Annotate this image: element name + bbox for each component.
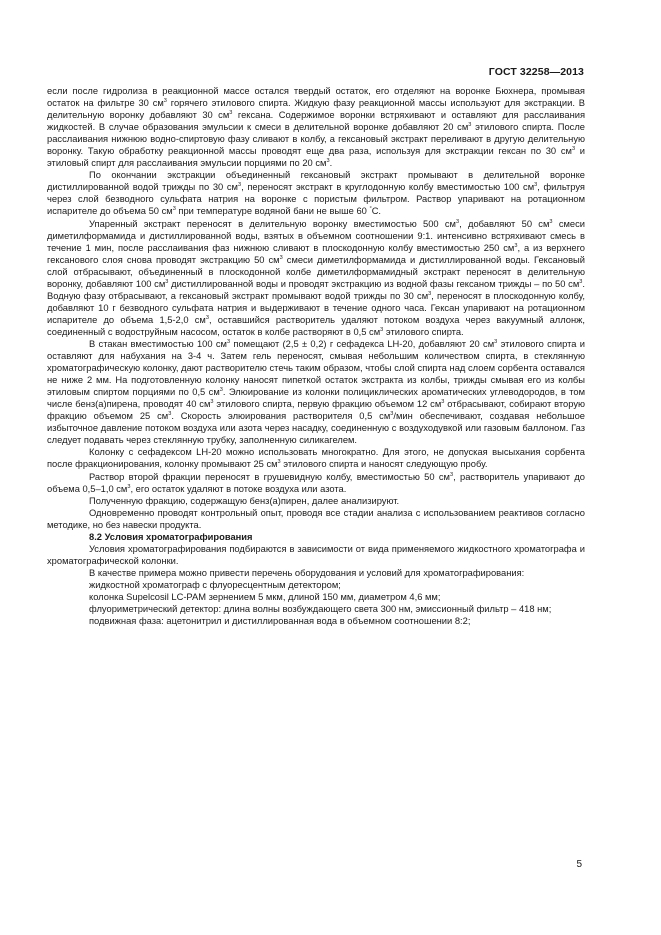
section-heading: 8.2 Условия хроматографирования — [89, 531, 253, 542]
page-number: 5 — [576, 859, 582, 870]
paragraph: если после гидролиза в реакционной массе остался твердый остаток, его отделяют на воронке Бюхнера, промывая остаток на фильтре 30 $см^3$ горячего этилового спирта. Жидкую фазу реакционной массы используют для экстракции. В делительную воронку добавляют 30 $см^3$ гексана. Содержимое воронки встряхивают и оставляют для расслаивания жидкостей. В случае образования эмульсии к смеси в делительной воронке добавляют 20 $см^3$ этилового спирта. После расслаивания нижнюю водно-спиртовую фазу сливают в колбу, а гексановый экстракт переливают в другую делительную воронку. Такую обработку реакционной массы проводят еще два раза, используя для экстракции гексан по 30 $см^3$ и этиловый спирт для расслаивания эмульсии порциями по 20 $см^3$. — [47, 86, 586, 169]
paragraph: Упаренный экстракт переносят в делительную воронку вместимостью 500 $см^3$, добавляют 50 $см^3$ смеси диметилформамида и дистиллированной воды, взятых в объемном соотношении 9:1. интенсивно встряхивают смесь в течение 1 мин, после расслаивания фаз нижнюю сливают в плоскодонную колбу вместимостью 250 $см^3$, а из верхнего гексанового слоя снова проводят экстракцию 50 $см^3$ смеси диметилформамида и дистиллированной воды. Гексановый слой отбрасывают, объединенный в плоскодонной колбе диметилформамидный экстракт переносят в делительную воронку, добавляют 100 $см^3$ дистиллированной воды и проводят экстракцию из водной фазы гексаном трижды – по 50 $см^3$. Водную фазу отбрасывают, а гексановый экстракт промывают водой трижды по 30 $см^3$, переносят в плоскодонную колбу, добавляют 10 г безводного сульфата натрия и выдерживают в течение одного часа. Гексан упаривают на ротационном испарителе до объема 1,5-2,0 $см^3$, оставшийся растворитель удаляют потоком воздуха через вакуумный аллонж, соединенный с водоструйным насосом, остаток в колбе растворяют в 0,5 $см^3$ этилового спирта. — [47, 218, 586, 337]
paragraph: Полученную фракцию, содержащую бенз(а)пирен, далее анализируют. — [89, 495, 400, 506]
paragraph: подвижная фаза: ацетонитрил и дистиллированная вода в объемном соотношении 8:2; — [89, 616, 471, 627]
paragraph: жидкостной хроматограф с флуоресцентным детектором; — [89, 579, 341, 590]
paragraph: Одновременно проводят контрольный опыт, проводя все стадии анализа с использованием реактивов согласно методике, но без навески продукта. — [47, 507, 585, 530]
paragraph: флуориметрический детектор: длина волны возбуждающего света 300 нм, эмиссионный фильтр – 418 нм; — [89, 604, 552, 615]
paragraph: Условия хроматографирования подбираются в зависимости от вида применяемого жидкостного хроматографа и хроматографической колонки. — [47, 543, 585, 566]
paragraph: Колонку с сефадексом LH-20 можно использовать многократно. Для этого, не допуская высыхания сорбента после фракционирования, колонку промывают 25 $см^3$ этилового спирта и наносят следующую пробу. — [47, 447, 585, 470]
standard-header: ГОСТ 32258—2013 — [488, 66, 584, 78]
paragraph: По окончании экстракции объединенный гексановый экстракт промывают в делительной воронке дистиллированной водой трижды по 30 $см^3$, переносят экстракт в круглодонную колбу вместимостью 100 $см^3$, фильтруя через слой безводного сульфата натрия на воронке с пористым фильтром. Раствор упаривают на ротационном испарителе до объема 50 $см^3$ при температуре водяной бани не выше 60 °C. — [47, 170, 585, 217]
paragraph: Раствор второй фракции переносят в грушевидную колбу, вместимостью 50 $см^3$, растворитель упаривают до объема 0,5–1,0 $см^3$, его остаток удаляют в потоке воздуха или азота. — [47, 471, 585, 494]
paragraph: колонка Supelcosil LC-PAM зернением 5 мкм, длиной 150 мм, диаметром 4,6 мм; — [89, 591, 441, 602]
paragraph: В качестве примера можно привести перечень оборудования и условий для хроматографирования: — [89, 567, 525, 578]
document-body — [47, 85, 585, 627]
paragraph: В стакан вместимостью 100 $см^3$ помещают (2,5 ± 0,2) г сефадекса LH-20, добавляют 20 $см^3$ этилового спирта и оставляют для набухания на 3-4 ч. Затем гель переносят, смывая небольшим количеством спирта, в стеклянную хроматографическую колонку, дают растворителю стечь таким образом, чтобы слой спирта над слоем сорбента оставался не ниже 2 мм. На подготовленную колонку наносят пипеткой остаток экстракта из колбы, трижды смывая его из колбы этиловым спиртом порциями по 0,5 $см^3$. Элюирование из колонки полициклических ароматических углеводородов, в том числе бенз(а)пирена, проводят 40 $см^3$ этилового спирта, первую фракцию объемом 12 $см^3$ отбрасывают, собирают вторую фракцию объемом 25 $см^3$. Скорость элюирования растворителя 0,5 $см^3$/мин обеспечивают, создавая небольшое избыточное давление потоком воздуха или азота через насадку, соединенную с воздуходувкой или газовым баллоном. Газ следует подавать через стеклянную трубку, заполненную силикагелем. — [47, 338, 586, 446]
